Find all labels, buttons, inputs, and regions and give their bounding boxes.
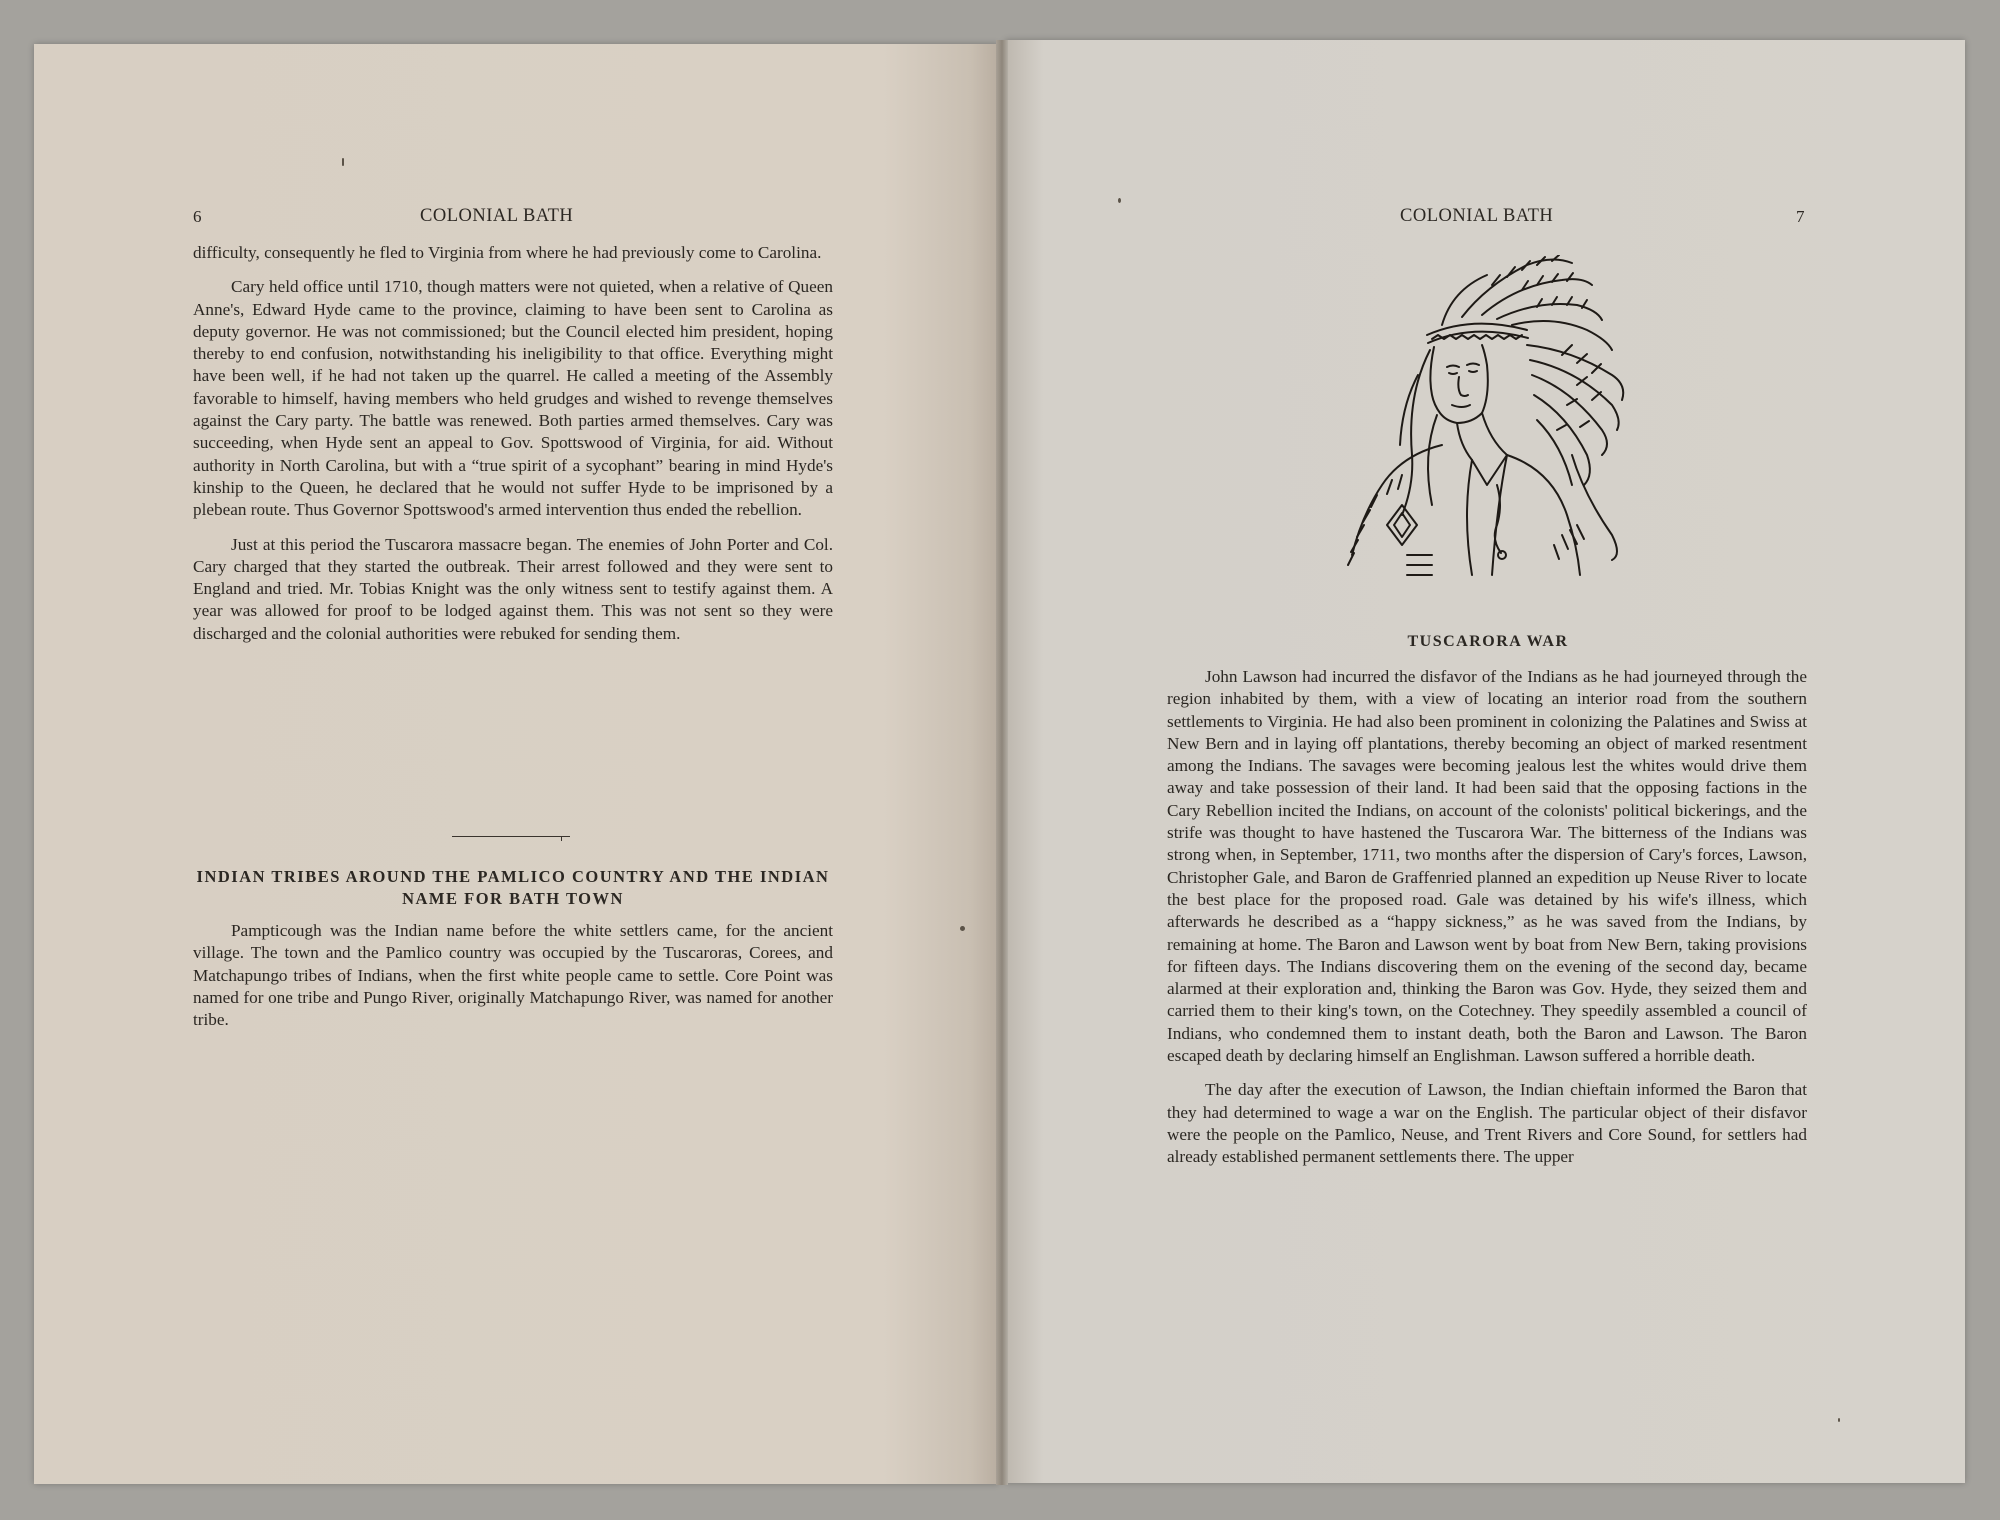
left-paragraph-3: Just at this period the Tuscarora massacre began. The enemies of John Porter and Col. Cary charged that they started the outbreak. Their arrest followed and they were sent to England and tried. Mr. Tobias Knight was the only witness sent to testify against them. A year was allowed for proof to be lodged against them. This was not sent so they were discharged and the colonial authorities were rebuked for sending them. xyxy=(193,534,833,643)
left-section-title: INDIAN TRIBES AROUND THE PAMLICO COUNTRY AND THE INDIAN NAME FOR BATH TOWN xyxy=(196,867,830,908)
left-section-paragraph-1: Pampticough was the Indian name before the white settlers came, for the ancient village. The town and the Pamlico country was occupied by the Tuscaroras, Corees, and Matchapungo tribes of Indians, when the first white people came to settle. Core Point was named for one tribe and Pungo River, originally Matchapungo River, was named for another tribe. xyxy=(193,921,833,1030)
left-page-number: 6 xyxy=(193,207,202,226)
right-section-title: TUSCARORA WAR xyxy=(1407,633,1569,650)
paper-speck xyxy=(1118,198,1121,203)
section-divider xyxy=(452,836,570,837)
right-paragraph-1: John Lawson had incurred the disfavor of the Indians as he had journeyed through the region inhabited by them, with a view of locating an interior road from the southern settlements to Virginia. He had also been prominent in colonizing the Palatines and Swiss at New Bern and in laying off plantations, thereby becoming an object of marked resentment among the Indians. The savages were becoming jealous lest the whites would drive them away and take possession of their land. It had been said that the opposing factions in the Cary Rebellion incited the Indians, on account of the colonists' political bickerings, and the strife was thought to have hastened the Tuscarora War. The bitterness of the Indians was strong when, in September, 1711, two months after the dispersion of Cary's forces, Lawson, Christopher Gale, and Baron de Graffenried planned an expedition up Neuse River to locate the best place for the proposed road. Gale was detained by his wife's illness, which afterwards he described as a “happy sickness,” as he was saved from the Indians, by remaining at home. The Baron and Lawson went by boat from New Bern, taking provisions for fifteen days. The Indians discovering them on the evening of the second day, became alarmed at their exploration and, thinking the Baron was Gov. Hyde, they seized them and carried them to their king's town, on the Cotechney. They speedily assembled a council of Indians, who condemned them to instant death, both the Baron and Lawson. The Baron escaped death by declaring himself an Englishman. Lawson suffered a horrible death. xyxy=(1167,667,1807,1066)
left-paragraph-1: difficulty, consequently he fled to Virginia from where he had previously come to Carolina. xyxy=(193,243,822,262)
paper-speck xyxy=(342,158,344,166)
left-section-body xyxy=(193,920,833,1043)
right-page-header: COLONIAL BATH xyxy=(1400,206,1554,226)
paper-speck xyxy=(960,926,965,931)
left-paragraph-2: Cary held office until 1710, though matters were not quieted, when a relative of Queen Anne's, Edward Hyde came to the province, claiming to have been sent to Carolina as deputy governor. He was not commissioned; but the Council elected him president, hoping thereby to end confusion, notwithstanding his ineligibility to that office. Everything might have been well, if he had not taken up the quarrel. He called a meeting of the Assembly favorable to himself, having members who held grudges and wished to revenge themselves against the Cary party. The battle was renewed. Both parties armed themselves. Cary was succeeding, when Hyde sent an appeal to Gov. Spottswood of Virginia, for aid. Without authority in North Carolina, but with a “true spirit of a sycophant” bearing in mind Hyde's kinship to the Queen, he declared that he would not suffer Hyde to be imprisoned by a plebean route. Thus Governor Spottswood's armed intervention thus ended the rebellion. xyxy=(193,277,833,520)
right-page-body xyxy=(1167,666,1807,1181)
left-page-body xyxy=(193,242,833,657)
right-page-number: 7 xyxy=(1796,207,1805,226)
indian-chief-portrait-icon xyxy=(1322,255,1667,605)
right-paragraph-2: The day after the execution of Lawson, the Indian chieftain informed the Baron that they had determined to wage a war on the English. The particular object of their disfavor were the people on the Pamlico, Neuse, and Trent Rivers and Core Sound, for settlers had already established permanent settlements there. The upper xyxy=(1167,1080,1807,1167)
left-page-header: COLONIAL BATH xyxy=(420,206,574,226)
paper-speck xyxy=(1838,1418,1840,1422)
book-gutter xyxy=(996,40,1008,1485)
